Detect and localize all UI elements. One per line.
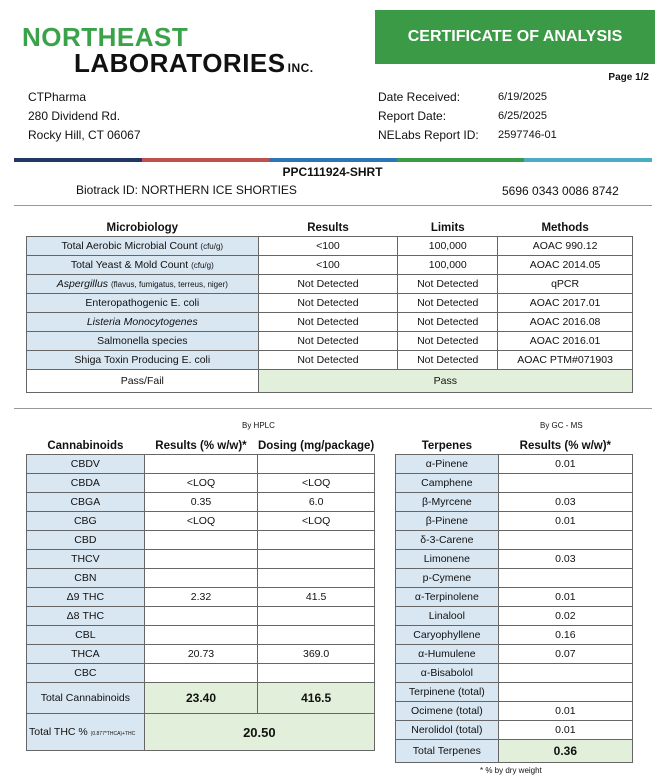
- terp-name: Linalool: [396, 607, 499, 626]
- cann-result: [144, 626, 258, 645]
- terp-name: δ-3-Carene: [396, 531, 499, 550]
- terp-name: Nerolidol (total): [396, 721, 499, 740]
- table-row: [27, 664, 375, 683]
- cann-dose: 369.0: [258, 645, 375, 664]
- terp-name: Caryophyllene: [396, 626, 499, 645]
- terp-result: 0.16: [498, 626, 632, 645]
- cann-result: 20.73: [144, 645, 258, 664]
- table-row: [27, 645, 375, 664]
- micro-method: AOAC 2014.05: [498, 256, 633, 275]
- table-row: [27, 626, 375, 645]
- table-row: [27, 474, 375, 493]
- terp-result: 0.03: [498, 493, 632, 512]
- cann-dose: [258, 664, 375, 683]
- terp-result: [498, 531, 632, 550]
- micro-col-name: Microbiology: [106, 222, 179, 234]
- report-date: 6/25/2025: [498, 110, 547, 122]
- cann-dose: <LOQ: [258, 512, 375, 531]
- terp-result: 0.01: [498, 512, 632, 531]
- micro-test: Shiga Toxin Producing E. coli: [27, 351, 259, 370]
- terp-col-results: Results (% w/w)*: [519, 440, 612, 452]
- divider: [14, 408, 652, 409]
- total-thc-label: [27, 714, 145, 751]
- table-row: [27, 332, 633, 351]
- received-date: 6/19/2025: [498, 91, 547, 103]
- terp-result: [498, 569, 632, 588]
- cann-result: [144, 455, 258, 474]
- terpene-header: [396, 438, 633, 455]
- client-name: CTPharma: [28, 90, 87, 104]
- cann-dose: [258, 550, 375, 569]
- client-street: 280 Dividend Rd.: [28, 109, 121, 123]
- cann-col-name: Cannabinoids: [47, 440, 124, 452]
- micro-limit: 100,000: [398, 237, 498, 256]
- micro-method: AOAC PTM#071903: [498, 351, 633, 370]
- table-row: [27, 531, 375, 550]
- total-cannabinoids-dose: 416.5: [258, 683, 375, 714]
- micro-method: AOAC 2017.01: [498, 294, 633, 313]
- footnote: * % by dry weight: [480, 766, 542, 775]
- table-row: [27, 313, 633, 332]
- logo-inc: INC.: [287, 61, 314, 75]
- terp-name: α-Bisabolol: [396, 664, 499, 683]
- report-date-label: Report Date:: [378, 109, 447, 123]
- passfail-value: Pass: [258, 370, 632, 393]
- table-row: [396, 626, 633, 645]
- total-terpenes-row: [396, 740, 633, 763]
- terp-result: [498, 474, 632, 493]
- passfail-label: Pass/Fail: [27, 370, 259, 393]
- cann-name: CBD: [27, 531, 145, 550]
- micro-col-limits: Limits: [430, 222, 465, 234]
- table-row: [27, 455, 375, 474]
- micro-result: Not Detected: [258, 332, 398, 351]
- micro-test: [27, 237, 259, 256]
- cann-result: [144, 531, 258, 550]
- terp-result: 0.02: [498, 607, 632, 626]
- micro-test: [27, 256, 259, 275]
- cannabinoids-table: [26, 438, 375, 751]
- total-terpenes-value: 0.36: [498, 740, 632, 763]
- received-label: Date Received:: [378, 90, 461, 104]
- terp-name: β-Myrcene: [396, 493, 499, 512]
- cann-name: CBC: [27, 664, 145, 683]
- page-number: Page 1/2: [608, 72, 649, 83]
- sample-code: PPC111924-SHRT: [282, 165, 383, 179]
- product-name: NORTHERN ICE SHORTIES: [141, 183, 297, 197]
- cann-result: [144, 664, 258, 683]
- micro-limit: Not Detected: [398, 313, 498, 332]
- terp-name: β-Pinene: [396, 512, 499, 531]
- cann-name: Δ8 THC: [27, 607, 145, 626]
- table-row: [396, 721, 633, 740]
- cann-name: CBN: [27, 569, 145, 588]
- micro-result: Not Detected: [258, 313, 398, 332]
- cann-name: CBG: [27, 512, 145, 531]
- table-row: [396, 664, 633, 683]
- cann-result: <LOQ: [144, 474, 258, 493]
- cannabinoid-header: [27, 438, 375, 455]
- total-cannabinoids-row: [27, 683, 375, 714]
- terp-result: 0.03: [498, 550, 632, 569]
- micro-test: Enteropathogenic E. coli: [27, 294, 259, 313]
- terp-result: [498, 683, 632, 702]
- terp-name: Camphene: [396, 474, 499, 493]
- cann-dose: 41.5: [258, 588, 375, 607]
- terp-result: 0.07: [498, 645, 632, 664]
- terp-result: [498, 664, 632, 683]
- terpene-method: By GC - MS: [540, 421, 583, 430]
- terp-name: p-Cymene: [396, 569, 499, 588]
- report-id: 2597746-01: [498, 129, 557, 141]
- micro-result: Not Detected: [258, 351, 398, 370]
- cannabinoid-method: By HPLC: [242, 421, 275, 430]
- table-row: [27, 294, 633, 313]
- cann-name: THCA: [27, 645, 145, 664]
- micro-result: <100: [258, 256, 398, 275]
- terp-name: α-Humulene: [396, 645, 499, 664]
- cann-name: CBDA: [27, 474, 145, 493]
- color-stripe: [14, 158, 652, 162]
- table-row: [396, 455, 633, 474]
- total-cannabinoids-result: 23.40: [144, 683, 258, 714]
- total-cannabinoids-label: Total Cannabinoids: [27, 683, 145, 714]
- micro-limit: Not Detected: [398, 332, 498, 351]
- micro-limit: Not Detected: [398, 294, 498, 313]
- micro-result: Not Detected: [258, 275, 398, 294]
- cann-name: THCV: [27, 550, 145, 569]
- table-row: [396, 474, 633, 493]
- table-row: [27, 588, 375, 607]
- report-id-label: NELabs Report ID:: [378, 128, 479, 142]
- cann-dose: [258, 531, 375, 550]
- test-unit: (cfu/g): [191, 261, 214, 270]
- table-row: [27, 607, 375, 626]
- micro-method: qPCR: [498, 275, 633, 294]
- cann-dose: [258, 626, 375, 645]
- terp-result: 0.01: [498, 721, 632, 740]
- table-row: [27, 275, 633, 294]
- cann-col-dosing: Dosing (mg/package): [257, 440, 375, 452]
- terp-name: α-Terpinolene: [396, 588, 499, 607]
- cann-dose: [258, 569, 375, 588]
- cann-name: CBL: [27, 626, 145, 645]
- table-row: [396, 569, 633, 588]
- biotrack-line: [76, 183, 297, 197]
- table-row: [396, 683, 633, 702]
- table-row: [396, 588, 633, 607]
- total-terpenes-label: Total Terpenes: [396, 740, 499, 763]
- logo-northeast: NORTHEAST: [22, 22, 189, 52]
- test-unit: (cfu/g): [200, 242, 224, 251]
- cann-name: CBDV: [27, 455, 145, 474]
- cann-dose: 6.0: [258, 493, 375, 512]
- micro-limit: Not Detected: [398, 275, 498, 294]
- table-row: [27, 237, 633, 256]
- cann-dose: [258, 607, 375, 626]
- terp-name: Terpinene (total): [396, 683, 499, 702]
- micro-col-results: Results: [307, 222, 349, 234]
- terpenes-table: [395, 438, 633, 763]
- table-row: [27, 256, 633, 275]
- cann-name: Δ9 THC: [27, 588, 145, 607]
- test-name: Aspergillus: [56, 278, 109, 290]
- test-name: Total Aerobic Microbial Count: [61, 240, 198, 252]
- cann-name: CBGA: [27, 493, 145, 512]
- cann-result: [144, 569, 258, 588]
- micro-test: Salmonella species: [27, 332, 259, 351]
- micro-test: Listeria Monocytogenes: [27, 313, 259, 332]
- cann-result: 2.32: [144, 588, 258, 607]
- terp-result: 0.01: [498, 588, 632, 607]
- cann-result: <LOQ: [144, 512, 258, 531]
- logo-laboratories: [74, 48, 314, 79]
- table-row: [27, 550, 375, 569]
- micro-result: <100: [258, 237, 398, 256]
- terp-result: 0.01: [498, 702, 632, 721]
- biotrack-label: Biotrack ID:: [76, 183, 139, 197]
- micro-method: AOAC 2016.01: [498, 332, 633, 351]
- cann-result: 0.35: [144, 493, 258, 512]
- table-row: [27, 493, 375, 512]
- micro-method: AOAC 990.12: [498, 237, 633, 256]
- table-row: [27, 512, 375, 531]
- cann-dose: <LOQ: [258, 474, 375, 493]
- client-city: Rocky Hill, CT 06067: [28, 128, 141, 142]
- terp-name: α-Pinene: [396, 455, 499, 474]
- table-row: [396, 493, 633, 512]
- micro-header: [27, 220, 633, 237]
- micro-limit: 100,000: [398, 256, 498, 275]
- terp-name: Ocimene (total): [396, 702, 499, 721]
- micro-limit: Not Detected: [398, 351, 498, 370]
- table-row: [27, 569, 375, 588]
- table-row: [396, 531, 633, 550]
- table-row: [396, 512, 633, 531]
- thc-label: Total THC %: [29, 726, 88, 738]
- terp-result: 0.01: [498, 455, 632, 474]
- table-row: [396, 645, 633, 664]
- table-row: [396, 607, 633, 626]
- micro-result: Not Detected: [258, 294, 398, 313]
- total-thc-row: [27, 714, 375, 751]
- table-row: [27, 351, 633, 370]
- cann-result: [144, 607, 258, 626]
- cann-col-results: Results (% w/w)*: [155, 440, 247, 452]
- test-name: Total Yeast & Mold Count: [70, 259, 189, 271]
- cann-result: [144, 550, 258, 569]
- logo-laboratories-text: LABORATORIES: [74, 48, 286, 78]
- biotrack-id: 5696 0343 0086 8742: [502, 184, 619, 198]
- terp-name: Limonene: [396, 550, 499, 569]
- thc-formula: (0.877*THCA)+THC: [90, 731, 136, 737]
- micro-test: [27, 275, 259, 294]
- terp-col-name: Terpenes: [421, 440, 472, 452]
- divider: [14, 205, 652, 206]
- micro-method: AOAC 2016.08: [498, 313, 633, 332]
- report-title: CERTIFICATE OF ANALYSIS: [375, 10, 655, 64]
- microbiology-table: [26, 220, 633, 393]
- test-unit: (flavus, fumigatus, terreus, niger): [110, 280, 228, 289]
- cann-dose: [258, 455, 375, 474]
- passfail-row: [27, 370, 633, 393]
- table-row: [396, 702, 633, 721]
- micro-col-methods: Methods: [541, 222, 589, 234]
- total-thc-value: 20.50: [144, 714, 374, 751]
- table-row: [396, 550, 633, 569]
